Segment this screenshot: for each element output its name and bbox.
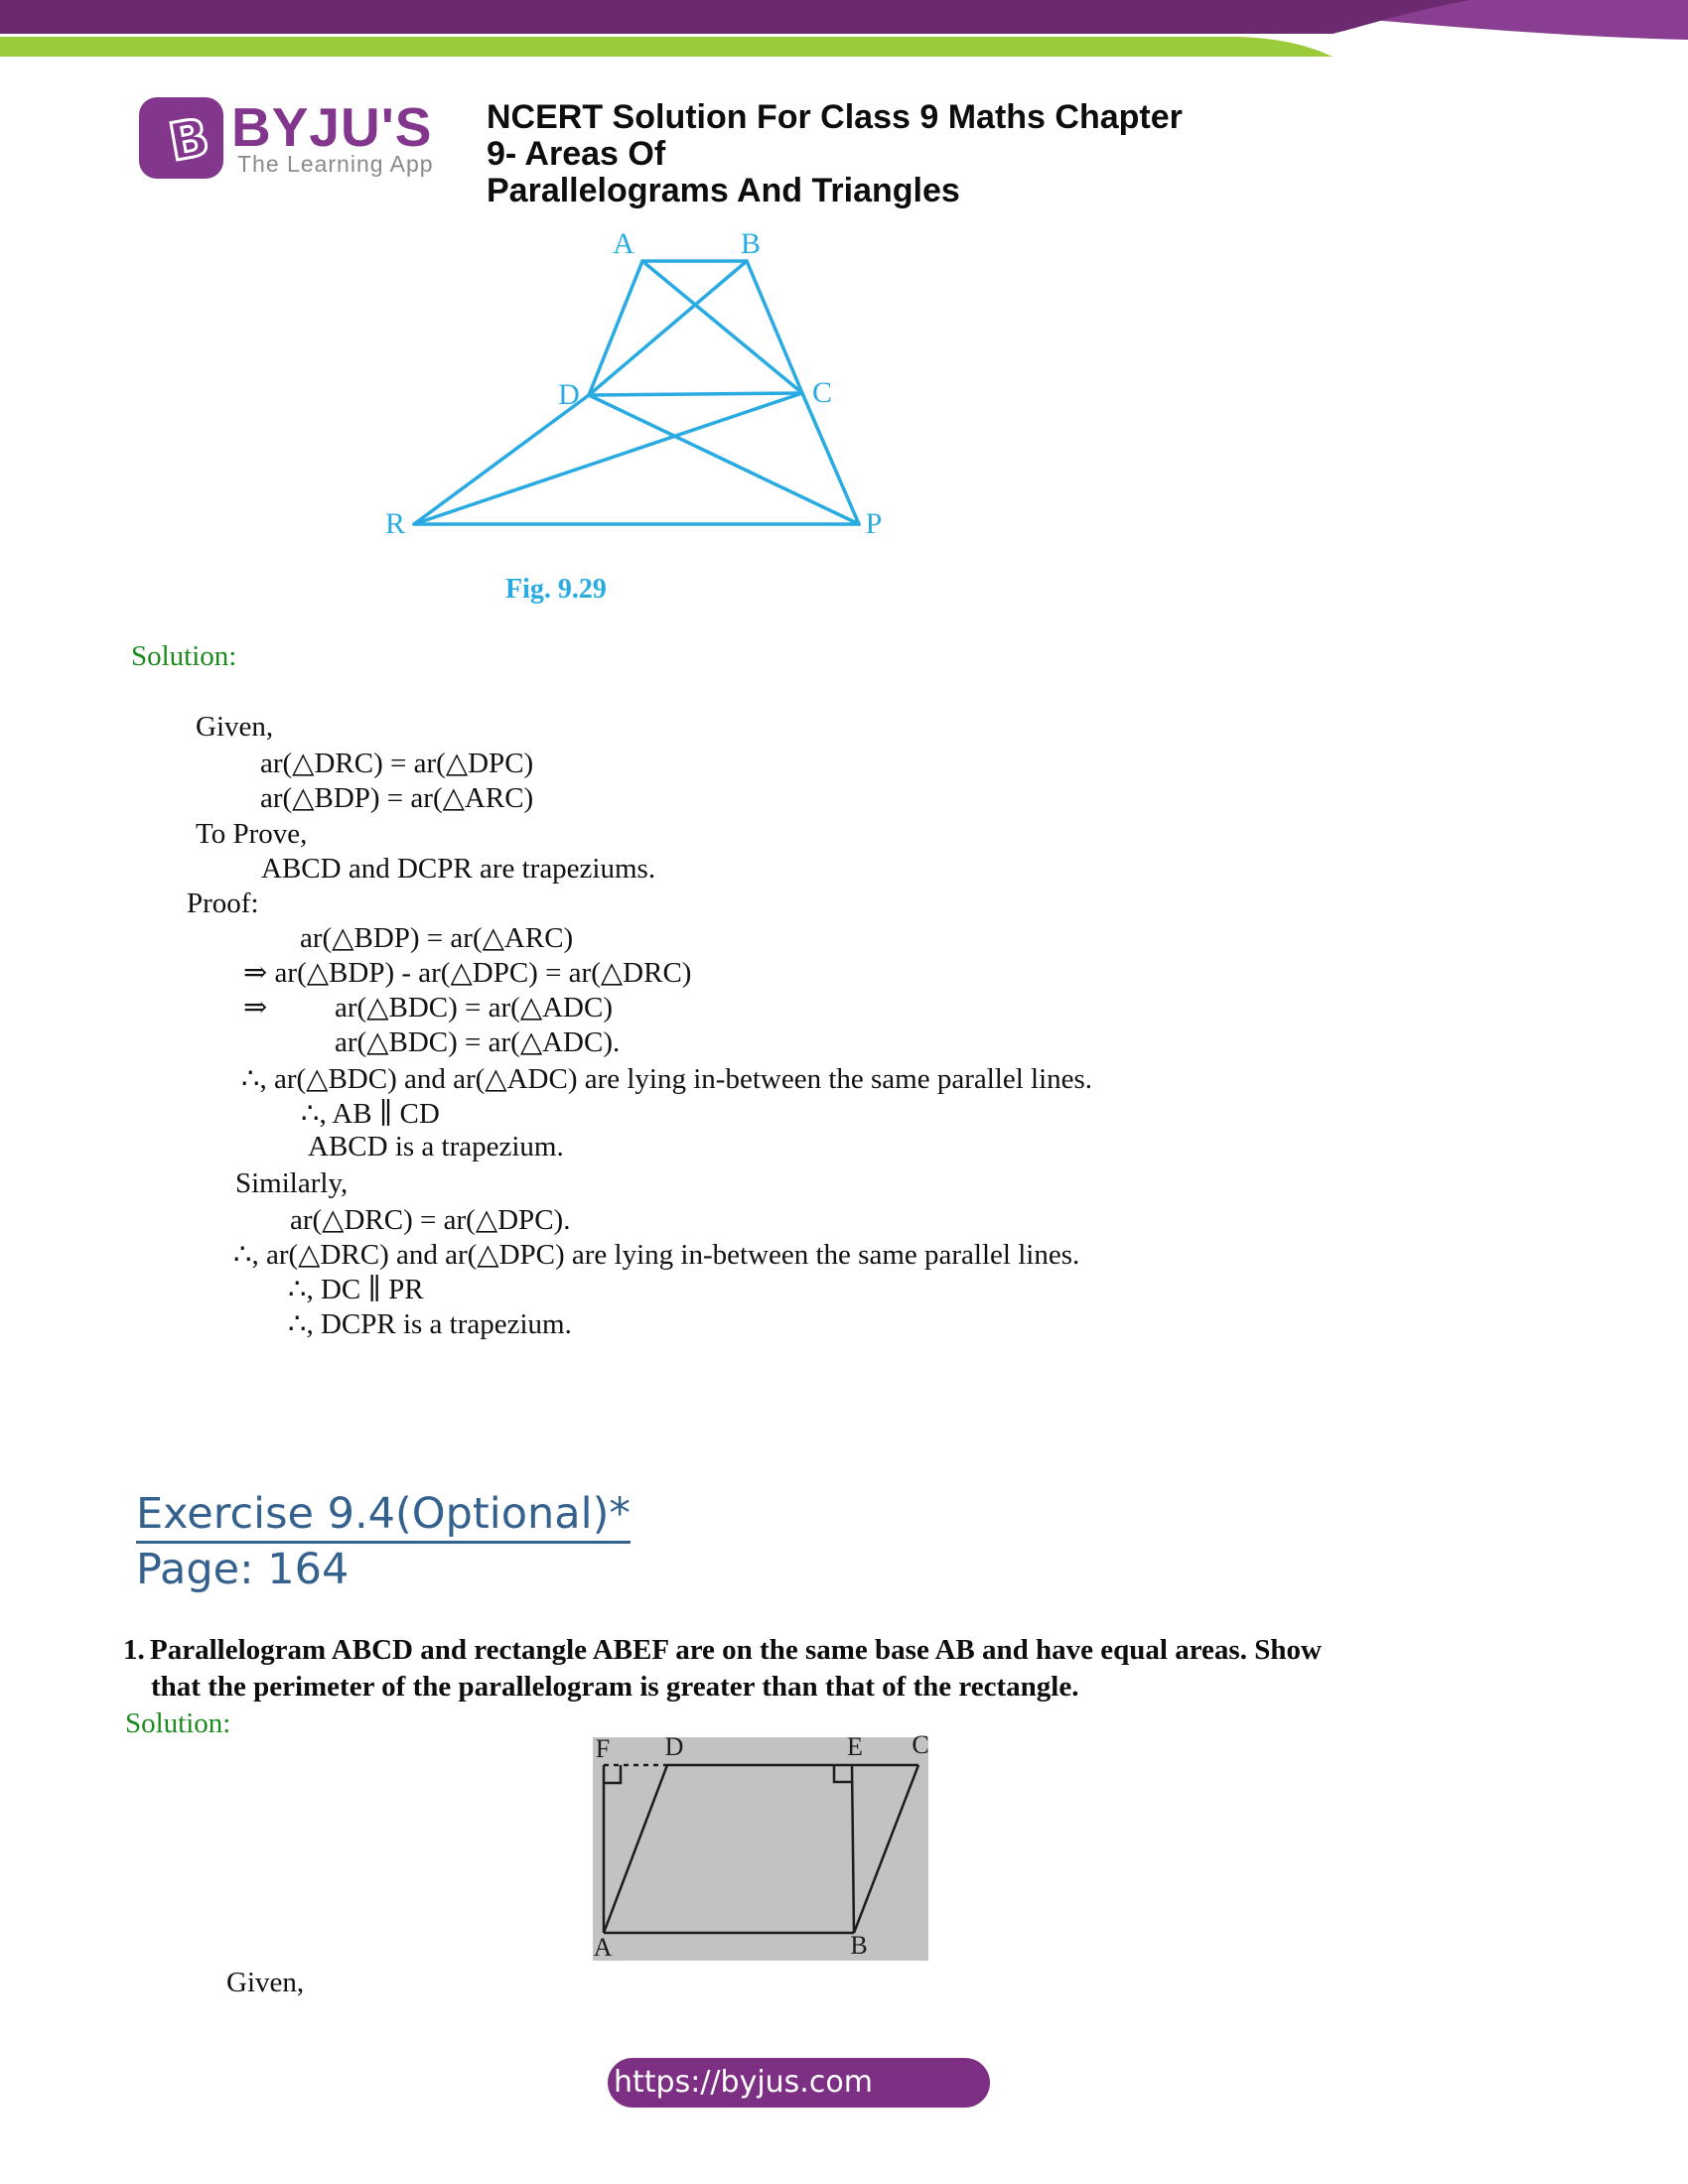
proof-line: ar(△DRC) = ar(△DPC). bbox=[290, 1204, 571, 1236]
proof-line: ∴, AB ∥ CD bbox=[301, 1098, 440, 1130]
figure-parallelogram-rectangle bbox=[593, 1730, 929, 1962]
vertex-label-A: A bbox=[613, 227, 634, 260]
page-number-heading: Page: 164 bbox=[136, 1545, 350, 1594]
vertex-label-R: R bbox=[384, 507, 406, 540]
figure-background bbox=[593, 1737, 928, 1961]
given-label: Given, bbox=[226, 1967, 305, 1998]
figure-9-29-labels bbox=[385, 227, 882, 540]
vertex-label-D: D bbox=[664, 1732, 684, 1761]
vertex-label-P: P bbox=[865, 507, 883, 540]
proof-line: Given, bbox=[196, 711, 274, 743]
vertex-label-C: C bbox=[811, 376, 833, 409]
proof-line: ar(△BDP) = ar(△ARC) bbox=[260, 782, 534, 814]
proof-line: ⇒ bbox=[243, 992, 268, 1024]
proof-line: ABCD is a trapezium. bbox=[308, 1131, 564, 1162]
proof-line: To Prove, bbox=[196, 818, 308, 850]
footer-url-pill[interactable] bbox=[608, 2058, 990, 2108]
question-number: 1. bbox=[123, 1634, 145, 1666]
vertex-label-E: E bbox=[847, 1732, 863, 1761]
figure-9-29-caption: Fig. 9.29 bbox=[505, 574, 607, 605]
proof-line: ∴, ar(△BDC) and ar(△ADC) are lying in-between the same parallel lines. bbox=[241, 1063, 1093, 1095]
vertex-label-B: B bbox=[850, 1931, 868, 1960]
vertex-label-B: B bbox=[740, 227, 762, 260]
document-title-line2: Parallelograms And Triangles bbox=[487, 172, 960, 209]
proof-line: ∴, DC ∥ PR bbox=[288, 1274, 424, 1305]
proof-line: ⇒ ar(△BDP) - ar(△DPC) = ar(△DRC) bbox=[243, 957, 692, 989]
banner-dark-purple-band bbox=[0, 0, 1470, 34]
proof-line: ABCD and DCPR are trapeziums. bbox=[261, 853, 656, 885]
proof-line: ar(△BDC) = ar(△ADC) bbox=[335, 992, 614, 1024]
proof-line: ∴, ar(△DRC) and ar(△DPC) are lying in-between the same parallel lines. bbox=[233, 1239, 1080, 1271]
vertex-label-F: F bbox=[595, 1734, 611, 1763]
brand-tagline: The Learning App bbox=[237, 151, 434, 177]
logo-b-glyph: B bbox=[164, 107, 214, 174]
footer-url[interactable]: https://byjus.com bbox=[614, 2065, 873, 2100]
question-text-line1: Parallelogram ABCD and rectangle ABEF are on the same base AB and have equal areas. Show bbox=[150, 1634, 1322, 1666]
exercise-heading: Exercise 9.4(Optional)* bbox=[136, 1489, 631, 1539]
header-banner bbox=[0, 0, 1688, 60]
vertex-label-A: A bbox=[593, 1933, 613, 1962]
banner-green-band bbox=[0, 37, 1333, 57]
proof-line: ar(△BDC) = ar(△ADC). bbox=[335, 1026, 621, 1058]
solution-label: Solution: bbox=[131, 640, 237, 672]
proof-line: Proof: bbox=[187, 887, 259, 919]
figure-9-29-lines bbox=[414, 261, 859, 524]
question-text-line2: that the perimeter of the parallelogram is greater than that of the rectangle. bbox=[151, 1671, 1079, 1703]
solution-label: Solution: bbox=[125, 1707, 231, 1739]
proof-line: ar(△DRC) = ar(△DPC) bbox=[260, 748, 534, 779]
proof-line: ar(△BDP) = ar(△ARC) bbox=[300, 922, 574, 954]
proof-line: Similarly, bbox=[235, 1167, 349, 1199]
document-title-line1: NCERT Solution For Class 9 Maths Chapter 9- Areas Of bbox=[487, 98, 1183, 173]
figure-9-29 bbox=[367, 223, 894, 551]
byjus-logo-icon bbox=[139, 97, 223, 179]
vertex-label-D: D bbox=[558, 378, 580, 411]
proof-line: ∴, DCPR is a trapezium. bbox=[288, 1308, 572, 1340]
brand-wordmark: BYJU'S bbox=[231, 96, 433, 158]
document-title bbox=[487, 98, 1201, 209]
vertex-label-C: C bbox=[912, 1730, 929, 1759]
